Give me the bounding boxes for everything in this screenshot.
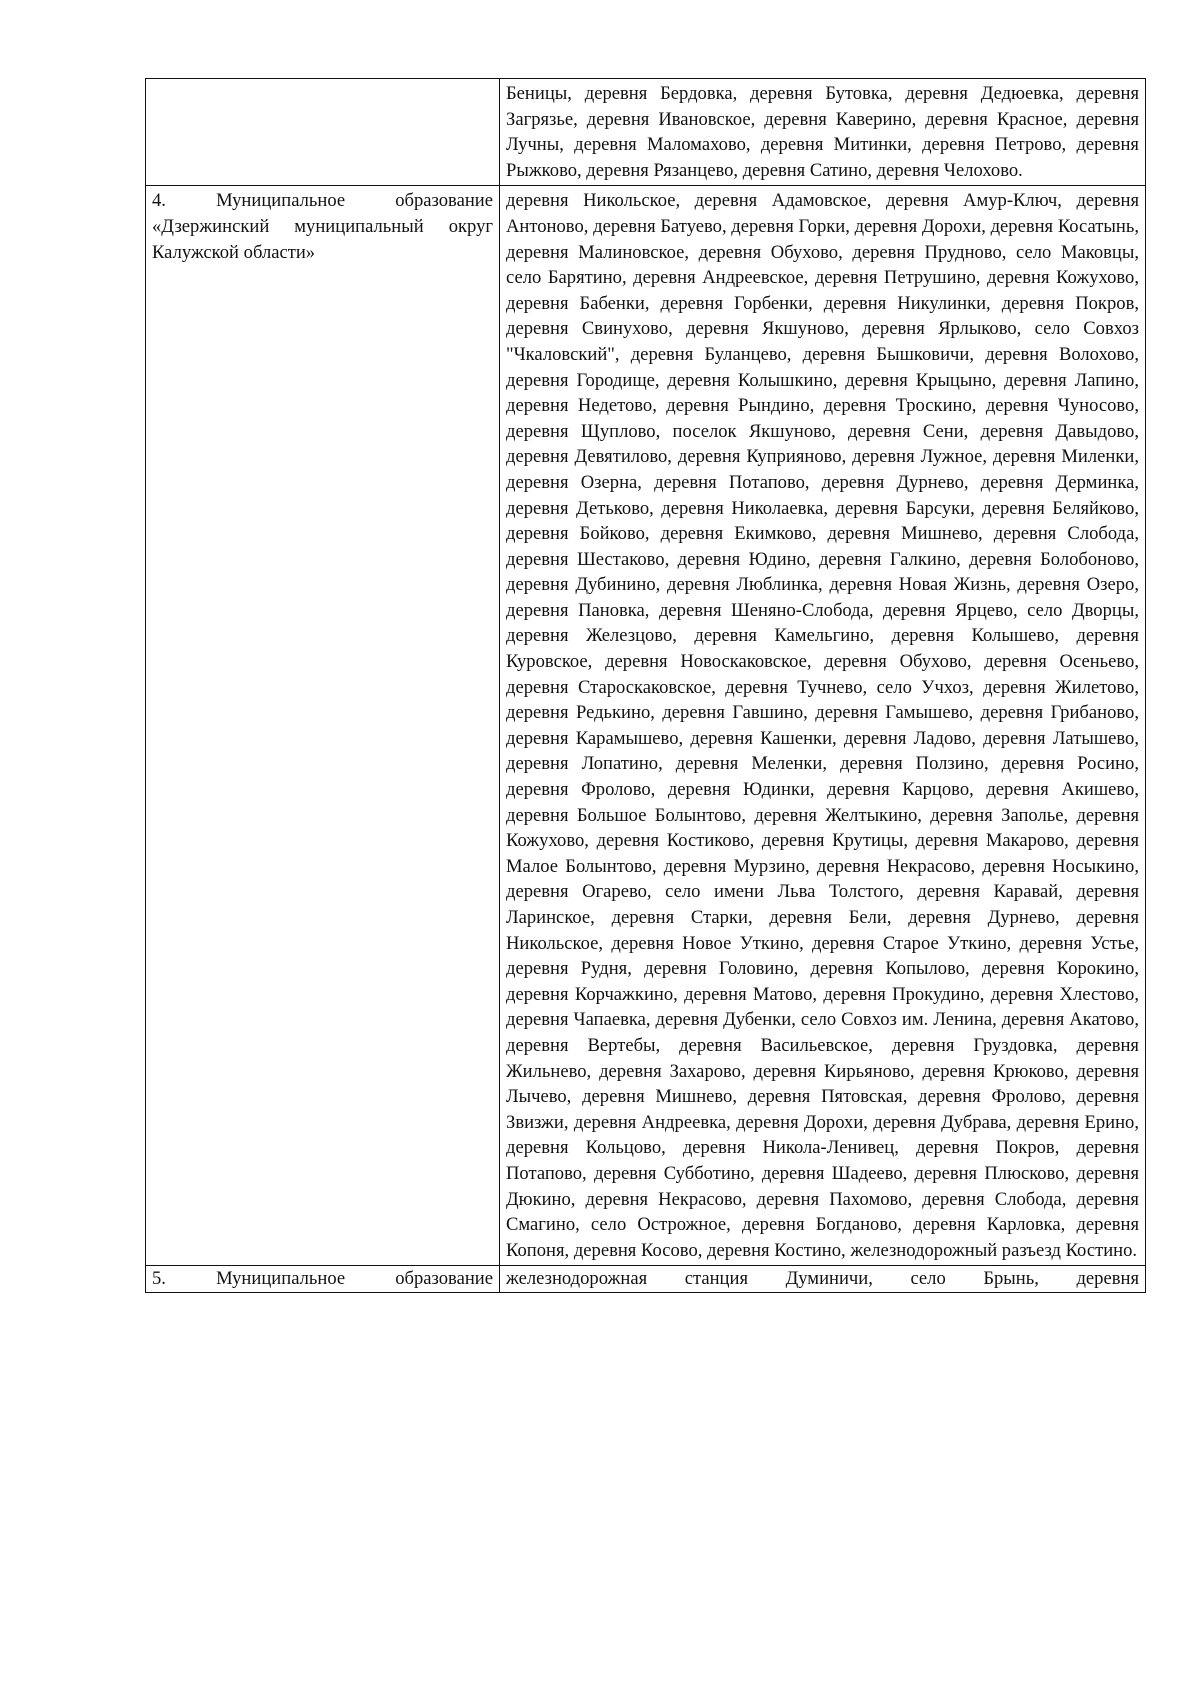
settlements-cell: [500, 186, 1146, 1266]
municipality-name: 5. Муниципальное образование: [152, 1268, 493, 1290]
table-row: [146, 186, 1146, 1266]
table-row: [146, 1266, 1146, 1293]
table-row: [146, 79, 1146, 186]
settlements-cell: [500, 79, 1146, 186]
settlements-list: железнодорожная станция Думиничи, село Брынь, деревня: [506, 1268, 1139, 1290]
municipality-name: 4. Муниципальное образование «Дзержинский муниципальный округ Калужской области»: [152, 190, 493, 263]
municipality-cell: [146, 1266, 500, 1293]
settlements-table: [145, 78, 1146, 1293]
settlements-cell: [500, 1266, 1146, 1293]
municipality-cell: [146, 186, 500, 1266]
settlements-list: Беницы, деревня Бердовка, деревня Бутовка, деревня Дедюевка, деревня Загрязье, деревня Ивановское, деревня Каверино, деревня Красное, деревня Лучны, деревня Маломахово, деревня Митинки, деревня Петрово, деревня Рыжково, деревня Рязанцево, деревня Сатино, деревня Челохово.: [506, 83, 1139, 181]
municipality-cell: [146, 79, 500, 186]
settlements-list: деревня Никольское, деревня Адамовское, деревня Амур-Ключ, деревня Антоново, деревня Батуево, деревня Горки, деревня Дорохи, деревня Косатынь, деревня Малиновское, деревня Обухово, деревня Прудново, село Маковцы, село Барятино, деревня Андреевское, деревня Петрушино, деревня Кожухово, деревня Бабенки, деревня Горбенки, деревня Никулинки, деревня Покров, деревня Свинухово, деревня Якшуново, деревня Ярлыково, село Совхоз "Чкаловский", деревня Буланцево, деревня Бышковичи, деревня Волохово, деревня Городище, деревня Колышкино, деревня Крыцыно, деревня Лапино, деревня Недетово, деревня Рындино, деревня Троскино, деревня Чуносово, деревня Щуплово, поселок Якшуново, деревня Сени, деревня Давыдово, деревня Девятилово, деревня Куприяново, деревня Лужное, деревня Миленки, деревня Озерна, деревня Потапово, деревня Дурнево, деревня Дерминка, деревня Детьково, деревня Николаевка, деревня Барсуки, деревня Беляйково, деревня Бойково, деревня Екимково, деревня Мишнево, деревня Слобода, деревня Шестаково, деревня Юдино, деревня Галкино, деревня Болобоново, деревня Дубинино, деревня Люблинка, деревня Новая Жизнь, деревня Озеро, деревня Пановка, деревня Шеняно-Слобода, деревня Ярцево, село Дворцы, деревня Железцово, деревня Камельгино, деревня Колышево, деревня Куровское, деревня Новоскаковское, деревня Обухово, деревня Осеньево, деревня Староскаковское, деревня Тучнево, село Учхоз, деревня Жилетово, деревня Редькино, деревня Гавшино, деревня Гамышево, деревня Грибаново, деревня Карамышево, деревня Кашенки, деревня Ладово, деревня Латышево, деревня Лопатино, деревня Меленки, деревня Ползино, деревня Росино, деревня Фролово, деревня Юдинки, деревня Карцово, деревня Акишево, деревня Большое Болынтово, деревня Желтыкино, деревня Заполье, деревня Кожухово, деревня Костиково, деревня Крутицы, деревня Макарово, деревня Малое Болынтово, деревня Мурзино, деревня Некрасово, деревня Носыкино, деревня Огарево, село имени Льва Толстого, деревня Каравай, деревня Ларинское, деревня Старки, деревня Бели, деревня Дурнево, деревня Никольское, деревня Новое Уткино, деревня Старое Уткино, деревня Устье, деревня Рудня, деревня Головино, деревня Копылово, деревня Корокино, деревня Корчажкино, деревня Матово, деревня Прокудино, деревня Хлестово, деревня Чапаевка, деревня Дубенки, село Совхоз им. Ленина, деревня Акатово, деревня Вертебы, деревня Васильевское, деревня Груздовка, деревня Жильнево, деревня Захарово, деревня Кирьяново, деревня Крюково, деревня Лычево, деревня Мишнево, деревня Пятовская, деревня Фролово, деревня Звизжи, деревня Андреевка, деревня Дорохи, деревня Дубрава, деревня Ерино, деревня Кольцово, деревня Никола-Ленивец, деревня Покров, деревня Потапово, деревня Субботино, деревня Шадеево, деревня Плюсково, деревня Дюкино, деревня Некрасово, деревня Пахомово, деревня Слобода, деревня Смагино, село Острожное, деревня Богданово, деревня Карловка, деревня Копоня, деревня Косово, деревня Костино, железнодорожный разъезд Костино.: [506, 190, 1139, 1261]
